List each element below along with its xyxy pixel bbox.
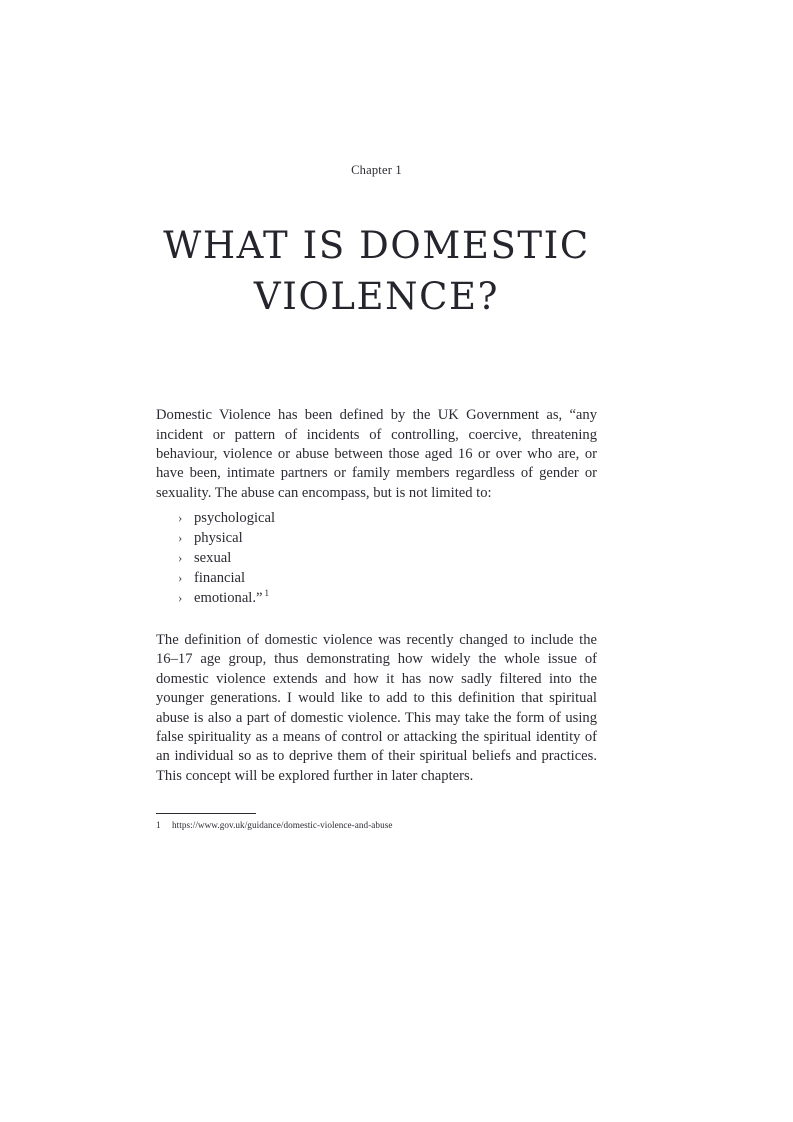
footnote-number: 1	[156, 820, 161, 831]
list-item-label: sexual	[194, 550, 232, 567]
bullet-chevron-icon: ›	[178, 550, 183, 566]
page-title-line-2: VIOLENCE?	[253, 275, 500, 319]
list-item	[156, 569, 597, 589]
page-title	[156, 220, 597, 322]
bullet-chevron-icon: ›	[178, 570, 183, 586]
list-item-label: financial	[194, 570, 246, 587]
list-item-label: psychological	[194, 510, 276, 527]
body-paragraph-1: Domestic Violence has been defined by the UK Government as, “any incident or pattern of incidents of controlling, coercive, threatening behaviour, violence or abuse between those aged 16 or over who are, or have been, intimate partners or family members regardless of gender or sexuality. The abuse can encompass, but is not limited to:	[156, 407, 597, 501]
bullet-chevron-icon: ›	[178, 590, 183, 606]
bullet-chevron-icon: ›	[178, 510, 183, 526]
page-content-column	[156, 0, 597, 832]
body-paragraph-2: The definition of domestic violence was recently changed to include the 16–17 age group, thus demonstrating how widely the whole issue of domestic violence extends and how it has now sadly filtered into the younger generations. I would like to add to this definition that spiritual abuse is also a part of domestic violence. This may take the form of using false spirituality as a means of control or attacking the spiritual identity of an individual so as to deprive them of their spiritual beliefs and practices. This concept will be explored further in later chapters.	[156, 632, 597, 784]
chapter-label: Chapter 1	[351, 163, 402, 177]
bullet-chevron-icon: ›	[178, 530, 183, 546]
footnote-url[interactable]: https://www.gov.uk/guidance/domestic-violence-and-abuse	[172, 820, 393, 831]
list-item-label: physical	[194, 530, 243, 547]
list-item	[156, 549, 597, 569]
footnote-entry	[156, 820, 597, 832]
list-item	[156, 529, 597, 549]
page-title-line-1: WHAT IS DOMESTIC	[163, 224, 590, 267]
list-item	[156, 509, 597, 529]
list-item-label: emotional.”	[194, 590, 263, 607]
footnote-reference-marker[interactable]: 1	[264, 588, 269, 599]
abuse-types-list	[156, 509, 597, 609]
footnote-separator-rule	[156, 813, 256, 814]
footnote-area	[156, 813, 597, 832]
list-item	[156, 589, 597, 609]
